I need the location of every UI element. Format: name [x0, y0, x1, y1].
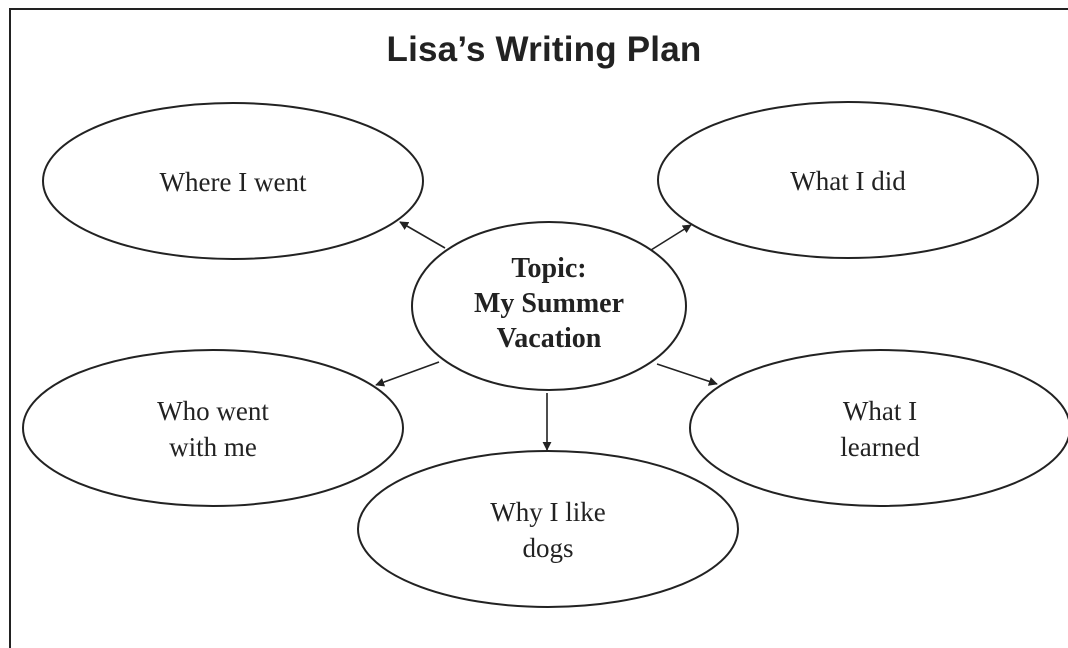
- node-what-i-learned: [710, 393, 1050, 465]
- arrow-to-what-i-learned: [657, 364, 717, 384]
- page-title: Lisa’s Writing Plan: [386, 30, 702, 69]
- arrow-to-what-i-did: [651, 225, 691, 250]
- arrow-to-where-i-went: [400, 222, 445, 248]
- node-what-i-learned-line1: What I: [842, 396, 918, 426]
- topic-line1: Topic:: [511, 253, 587, 284]
- node-why-i-like-dogs-line1: Why I like: [490, 497, 606, 527]
- node-what-i-learned-line2: learned: [840, 432, 920, 462]
- node-who-went-line2: with me: [169, 432, 257, 462]
- node-who-went-line1: Who went: [157, 396, 269, 426]
- node-who-went-with-me: [43, 393, 383, 465]
- topic-line3: Vacation: [496, 323, 602, 354]
- arrow-to-who-went-with-me: [376, 362, 439, 385]
- node-where-i-went: [63, 164, 403, 200]
- topic-line2: My Summer: [473, 288, 625, 319]
- node-what-i-did-line1: What I did: [790, 166, 906, 196]
- node-why-i-like-dogs: [378, 494, 718, 566]
- node-where-i-went-line1: Where I went: [159, 167, 307, 197]
- node-what-i-did: [678, 163, 1018, 199]
- node-topic-center: [419, 251, 679, 356]
- node-why-i-like-dogs-line2: dogs: [522, 533, 574, 563]
